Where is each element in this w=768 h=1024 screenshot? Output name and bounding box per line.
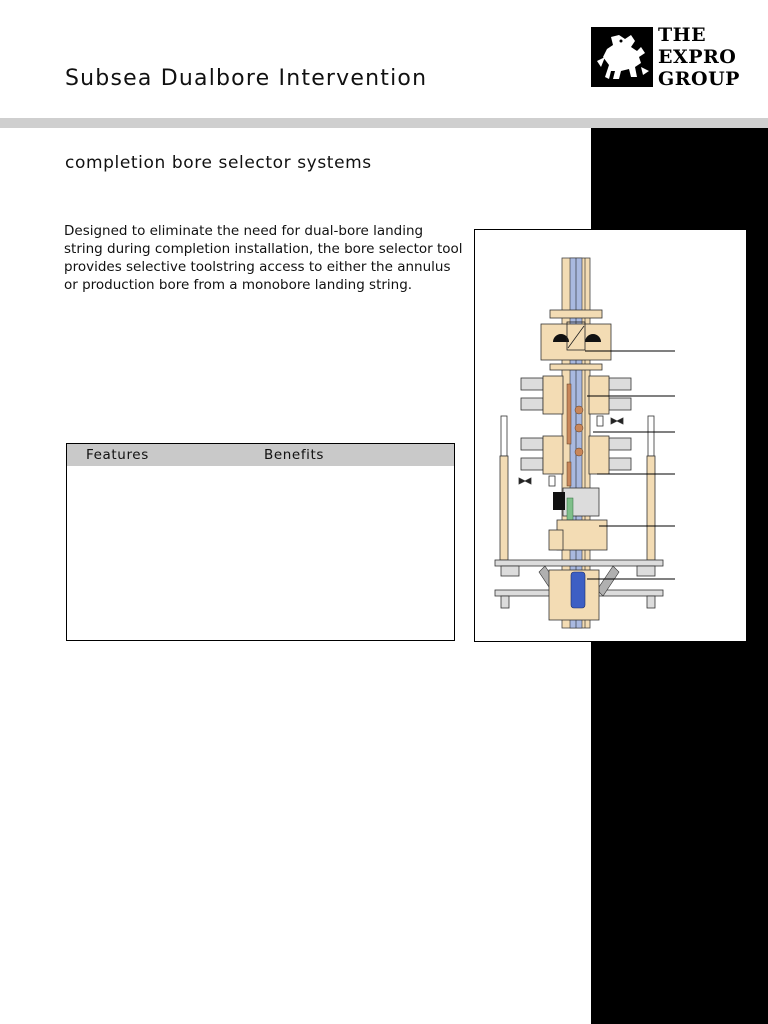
features-benefits-table	[66, 443, 455, 641]
logo-line-group: GROUP	[658, 68, 740, 90]
page-header-title: Subsea Dualbore Intervention	[65, 66, 428, 91]
logo-wordmark	[658, 24, 740, 90]
logo-line-the: THE	[658, 24, 707, 46]
bore-selector-illustration	[475, 230, 746, 641]
section-subtitle: completion bore selector systems	[65, 153, 372, 173]
logo-line-expro: EXPRO	[658, 46, 737, 68]
features-header: Features	[86, 447, 149, 463]
bore-selector-diagram	[474, 229, 747, 642]
benefits-header: Benefits	[264, 447, 325, 463]
figure-reference-watermark	[566, 945, 580, 995]
table-header-row	[67, 444, 454, 466]
lion-emblem-icon	[591, 27, 653, 87]
intro-paragraph: Designed to eliminate the need for dual-bore landing string during completion installation, the bore selector tool provides selective toolstring access to either the annulus or production bore from a monobore landing string.	[64, 223, 463, 293]
expro-logo	[591, 24, 751, 90]
header-divider-band	[0, 118, 768, 128]
